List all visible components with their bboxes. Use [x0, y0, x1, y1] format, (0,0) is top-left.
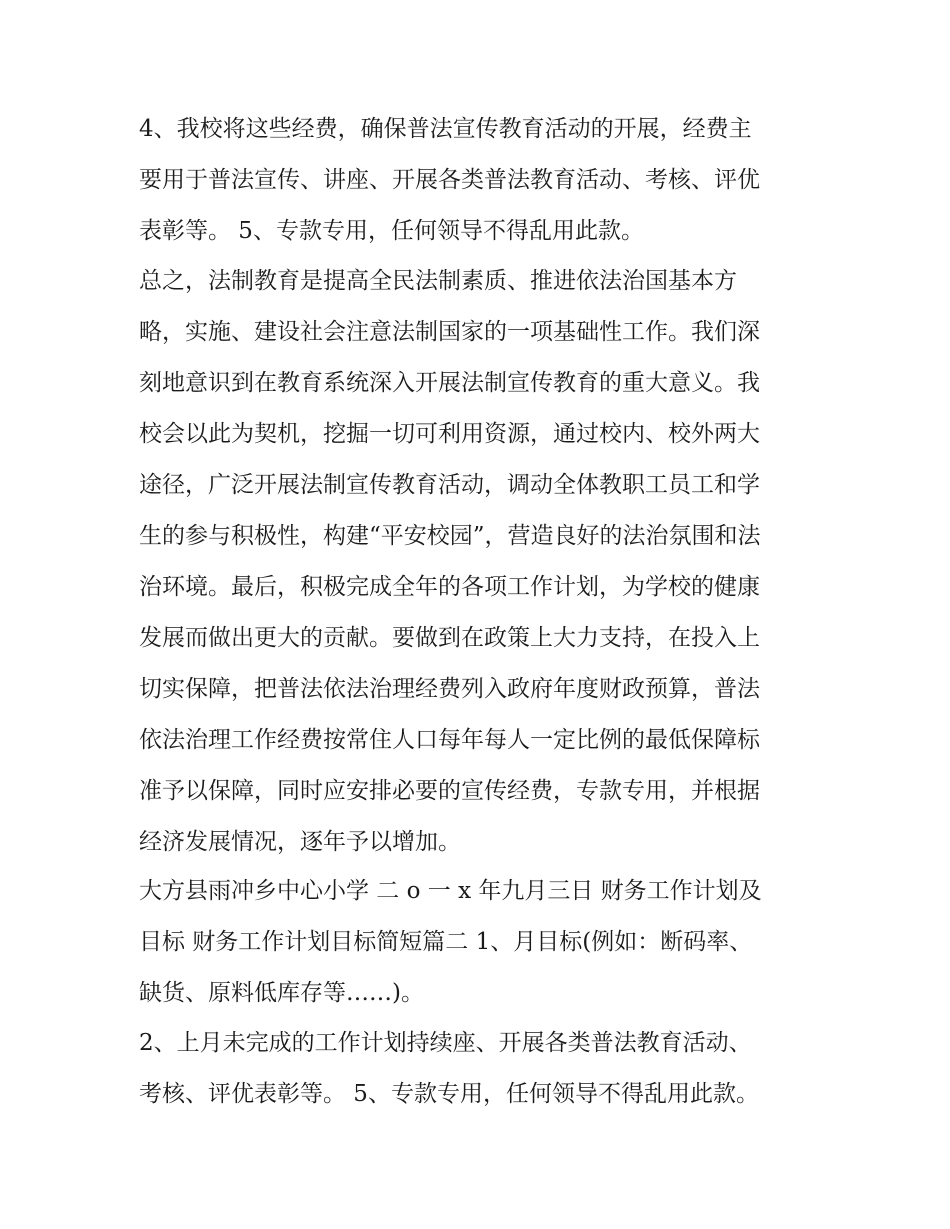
text-line: 生的参与积极性，构建“平安校园”，营造良好的法治氛围和法	[139, 523, 761, 549]
text-line: 目标 财务工作计划目标简短篇二 1、月目标(例如：断码率、	[139, 929, 753, 955]
paragraph-summary	[139, 256, 829, 868]
text-line: 途径，广泛开展法制宣传教育活动，调动全体教职工员工和学	[139, 472, 760, 498]
text-line: 略，实施、建设社会注意法制国家的一项基础性工作。我们深	[139, 319, 760, 345]
paragraph-budget-usage	[139, 104, 829, 257]
text-line: 发展而做出更大的贡献。要做到在政策上大力支持，在投入上	[139, 625, 760, 651]
text-line: 2、上月未完成的工作计划持续座、开展各类普法教育活动、	[139, 1030, 752, 1056]
text-line: 考核、评优表彰等。 5、专款专用，任何领导不得乱用此款。	[139, 1081, 759, 1107]
text-line: 总之，法制教育是提高全民法制素质、推进依法治国基本方	[139, 268, 737, 294]
text-line: 准予以保障，同时应安排必要的宣传经费，专款专用，并根据	[139, 778, 760, 804]
paragraph-signature-and-goals	[139, 866, 829, 1019]
text-line: 大方县雨冲乡中心小学 二 o 一 x 年九月三日 财务工作计划及	[139, 878, 762, 904]
text-line: 4、我校将这些经费，确保普法宣传教育活动的开展，经费主	[139, 116, 752, 142]
text-line: 依法治理工作经费按常住人口每年每人一定比例的最低保障标	[139, 727, 760, 753]
text-line: 切实保障，把普法依法治理经费列入政府年度财政预算，普法	[139, 676, 760, 702]
text-line: 刻地意识到在教育系统深入开展法制宣传教育的重大意义。我	[139, 370, 760, 396]
paragraph-pending-plans	[139, 1018, 829, 1120]
text-line: 校会以此为契机，挖掘一切可利用资源，通过校内、校外两大	[139, 421, 760, 447]
text-line: 治环境。最后，积极完成全年的各项工作计划，为学校的健康	[139, 574, 760, 600]
text-line: 缺货、原料低库存等……)。	[139, 980, 424, 1006]
text-line: 经济发展情况，逐年予以增加。	[139, 829, 461, 855]
text-line: 表彰等。 5、专款专用，任何领导不得乱用此款。	[139, 218, 644, 244]
text-line: 要用于普法宣传、讲座、开展各类普法教育活动、考核、评优	[139, 167, 760, 193]
